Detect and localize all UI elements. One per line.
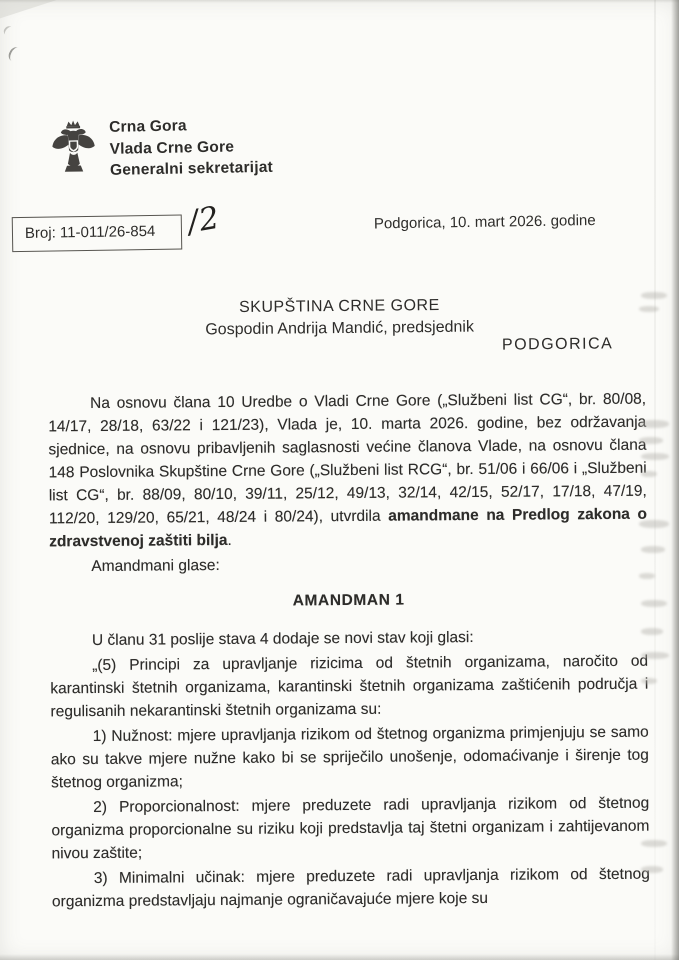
letterhead-country: Crna Gora (109, 117, 187, 136)
scan-edge-shadow-bottom (0, 954, 679, 960)
recipient-institution: SKUPŠTINA CRNE GORE (238, 296, 440, 317)
letterhead-government: Vlada Crne Gore (109, 137, 235, 158)
letterhead-secretariat: Generalni sekretarijat (109, 158, 274, 179)
reference-number: Broj: 11-011/26-854 (24, 222, 156, 242)
place-and-date: Podgorica, 10. mart 2026. godine (373, 211, 596, 233)
scan-bleed-mark (639, 306, 659, 312)
paper-crease (654, 0, 656, 960)
paragraph-amendments-intro: Amandmani glase: (91, 557, 220, 576)
scan-corner-streak (0, 0, 59, 22)
letterhead (50, 114, 273, 183)
pen-mark (2, 24, 15, 37)
scan-bleed-mark (639, 573, 655, 579)
reference-number-box (12, 214, 183, 252)
recipient-city: PODGORICA (501, 335, 614, 354)
list-item-necessity: 1) Nužnost: mjere upravljanja rizikom od štetnog organizma primjenjuju se samo ako su takve mjere nužne kako bi se spriječilo unošenje, odomaćivanje i širenje tog štetnog organizma; (50, 723, 649, 792)
scan-bleed-mark (639, 437, 663, 444)
amendment-heading: AMANDMAN 1 (292, 591, 405, 610)
handwritten-number: /2 (184, 199, 223, 241)
scan-edge-shadow-top (0, 0, 679, 3)
paragraph-principles-intro: „(5) Principi za upravljanje rizicima od štetnih organizama, naročito od karantinski štetnih organizama, karantinski štetnih organizama zaštićenih područja i regulisanih nekarantinski štetnih organizama su: (50, 652, 649, 721)
paragraph-article-intro: U članu 31 poslije stava 4 dodaje se novi stav koji glasi: (91, 629, 474, 650)
scan-bleed-mark (641, 866, 663, 873)
sentence-period: . (227, 531, 232, 549)
scan-bleed-mark (641, 628, 663, 635)
list-item-proportionality: 2) Proporcionalnost: mjere preduzete radi upravljanja rizikom od štetnog organizma proporcionalne su riziku koji predstavlja taj štetni organizam i zahtijevanom nivou zaštite; (51, 794, 650, 863)
scan-bleed-mark (641, 546, 665, 553)
recipient-person: Gospodin Andrija Mandić, predsjednik (205, 318, 474, 339)
letterhead-text (109, 114, 273, 182)
legal-basis-text: Na osnovu člana 10 Uredbe o Vladi Crne Gore („Službeni list CG“, br. 80/08, 14/17, 28/18, 63/22 i 121/23), Vlada je, 10. marta 2026. godine, bez održavanja sjednice, na osnovu pribavljenih saglasnosti većine članova Vlade, na osnovu člana 148 Poslovnika Skupštine Crne Gore („Službeni list RCG“, br. 51/06 i 66/06 i „Službeni list CG“, br. 88/09, 80/10, 39/11, 25/12, 49/13, 32/14, 42/15, 52/17, 17/18, 47/19, 112/20, 129/20, 65/21, 48/24 i 80/24), utvrdila (48, 390, 647, 528)
scan-edge-shadow-right (671, 0, 679, 960)
reference-row (0, 199, 679, 262)
amendment-subject-bold: amandmane na Predlog zakona o zdravstvenoj zaštiti bilja (49, 505, 648, 551)
list-item-minimal-impact: 3) Minimalni učinak: mjere preduzete radi upravljanja rizikom od štetnog organizma predstavljaju najmanje ograničavajuće mjere koje su (51, 865, 650, 911)
pen-mark (6, 45, 23, 64)
montenegro-coat-of-arms-icon (50, 118, 97, 181)
paragraph-legal-basis (48, 388, 647, 554)
document-body (48, 388, 650, 916)
